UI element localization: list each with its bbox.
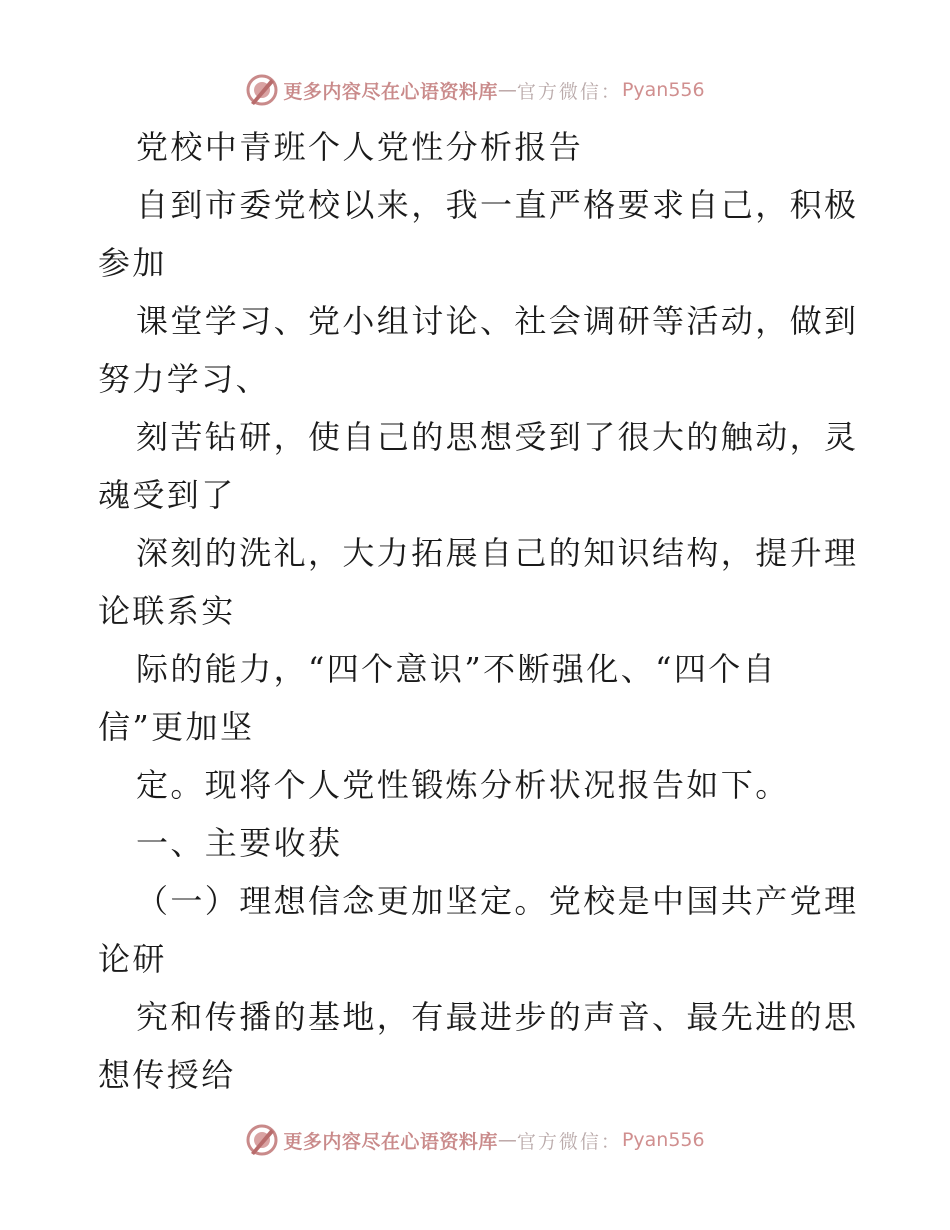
watermark-label: 官方微信： xyxy=(516,1130,622,1153)
paragraph-line: 深刻的洗礼，大力拓展自己的知识结构，提升理 xyxy=(136,534,859,572)
paragraph-line: 定。现将个人党性锻炼分析状况报告如下。 xyxy=(136,766,790,804)
watermark-id: Pyan556 xyxy=(621,1129,705,1151)
paragraph-line: 究和传播的基地，有最进步的声音、最先进的思 xyxy=(136,998,859,1036)
watermark-title: 更多内容尽在心语资料库 xyxy=(283,1130,498,1153)
section-heading: 一、主要收获 xyxy=(136,824,343,862)
paragraph-line: 论联系实 xyxy=(98,592,236,630)
document-body xyxy=(98,118,858,1104)
paragraph-line: 想传授给 xyxy=(98,1056,236,1094)
document-title: 党校中青班个人党性分析报告 xyxy=(136,128,584,166)
paragraph-line: 际的能力，“四个意识”不断强化、“四个自 xyxy=(136,650,778,688)
watermark-label: 官方微信： xyxy=(516,80,622,103)
paragraph-line: 参加 xyxy=(98,244,167,282)
header-watermark xyxy=(0,70,950,110)
paragraph-line: 努力学习、 xyxy=(98,360,271,398)
watermark-separator: — xyxy=(497,1129,517,1151)
subsection-heading-line: （一）理想信念更加坚定。党校是中国共产党理 xyxy=(136,882,859,920)
watermark-separator: — xyxy=(497,79,517,101)
watermark-title: 更多内容尽在心语资料库 xyxy=(283,80,498,103)
quill-seal-icon xyxy=(245,73,279,107)
paragraph-line: 刻苦钻研，使自己的思想受到了很大的触动，灵 xyxy=(136,418,859,456)
watermark-id: Pyan556 xyxy=(621,79,705,101)
paragraph-line: 自到市委党校以来，我一直严格要求自己，积极 xyxy=(136,186,859,224)
quill-seal-icon xyxy=(245,1123,279,1157)
paragraph-line: 论研 xyxy=(98,940,167,978)
paragraph-line: 课堂学习、党小组讨论、社会调研等活动，做到 xyxy=(136,302,859,340)
footer-watermark xyxy=(0,1120,950,1160)
paragraph-line: 魂受到了 xyxy=(98,476,236,514)
paragraph-line: 信”更加坚 xyxy=(98,708,255,746)
